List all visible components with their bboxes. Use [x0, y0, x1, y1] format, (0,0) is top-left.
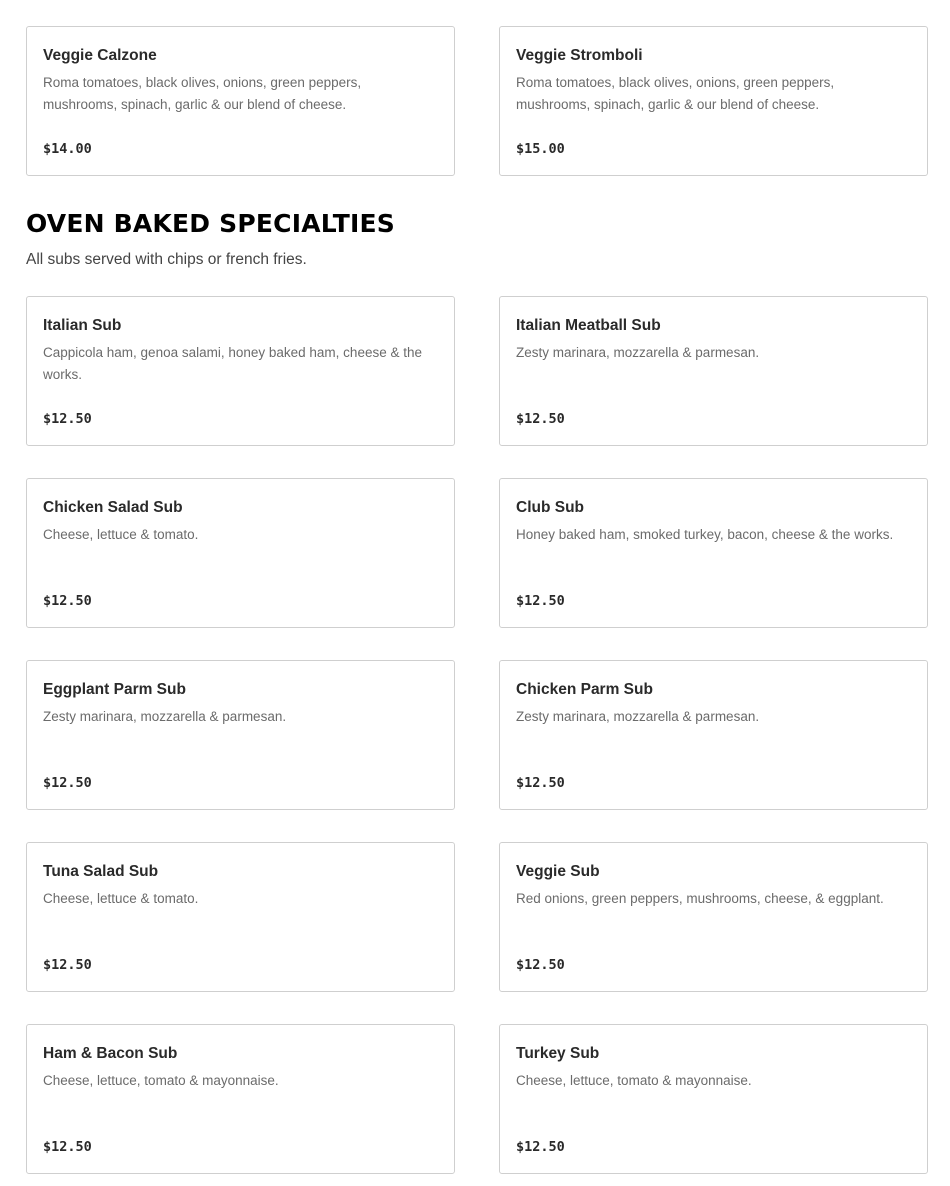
menu-item-price: $12.50 — [516, 411, 565, 427]
menu-item-description: Cheese, lettuce & tomato. — [43, 891, 199, 906]
menu-item-name: Veggie Stromboli — [516, 47, 643, 64]
menu-item-name: Tuna Salad Sub — [43, 863, 159, 880]
section-title: OVEN BAKED SPECIALTIES — [26, 209, 395, 238]
menu-item-name: Italian Meatball Sub — [516, 317, 661, 334]
menu-item-card-turkey-sub[interactable] — [499, 1024, 928, 1174]
menu-item-description: Red onions, green peppers, mushrooms, cheese, & eggplant. — [516, 891, 884, 906]
menu-item-price: $12.50 — [43, 411, 92, 427]
menu-item-price: $12.50 — [43, 1139, 92, 1155]
menu-item-card-veggie-stromboli[interactable] — [499, 26, 928, 176]
oven-baked-specialties-items — [26, 296, 928, 1174]
menu-item-price: $12.50 — [516, 1139, 565, 1155]
menu-item-price: $14.00 — [43, 141, 92, 157]
menu-item-name: Turkey Sub — [516, 1045, 600, 1062]
menu-item-description: Cheese, lettuce & tomato. — [43, 527, 199, 542]
menu-item-description: Zesty marinara, mozzarella & parmesan. — [516, 709, 760, 724]
menu-item-price: $12.50 — [516, 775, 565, 791]
menu-item-card-italian-meatball-sub[interactable] — [499, 296, 928, 446]
menu-item-description: Zesty marinara, mozzarella & parmesan. — [43, 709, 287, 724]
menu-item-name: Veggie Sub — [516, 863, 600, 880]
menu-item-price: $12.50 — [516, 593, 565, 609]
menu-item-name: Eggplant Parm Sub — [43, 681, 186, 698]
menu-item-description: Zesty marinara, mozzarella & parmesan. — [516, 345, 760, 360]
menu-item-description: Roma tomatoes, black olives, onions, green peppers, mushrooms, spinach, garlic & our blend of cheese. — [43, 75, 362, 112]
menu-item-card-eggplant-parm-sub[interactable] — [26, 660, 455, 810]
menu-item-card-veggie-sub[interactable] — [499, 842, 928, 992]
menu-item-name: Ham & Bacon Sub — [43, 1045, 178, 1062]
menu-item-price: $12.50 — [43, 957, 92, 973]
menu-item-card-veggie-calzone[interactable] — [26, 26, 455, 176]
menu-item-price: $15.00 — [516, 141, 565, 157]
menu-item-price: $12.50 — [43, 775, 92, 791]
menu-item-name: Chicken Salad Sub — [43, 499, 183, 516]
menu-item-name: Chicken Parm Sub — [516, 681, 653, 698]
menu-item-description: Cheese, lettuce, tomato & mayonnaise. — [43, 1073, 279, 1088]
menu-item-description: Honey baked ham, smoked turkey, bacon, cheese & the works. — [516, 527, 894, 542]
section-subtitle: All subs served with chips or french fries. — [26, 251, 307, 268]
menu-item-card-club-sub[interactable] — [499, 478, 928, 628]
menu-item-card-italian-sub[interactable] — [26, 296, 455, 446]
menu-item-price: $12.50 — [43, 593, 92, 609]
menu-item-card-chicken-parm-sub[interactable] — [499, 660, 928, 810]
menu-item-price: $12.50 — [516, 957, 565, 973]
menu-item-card-chicken-salad-sub[interactable] — [26, 478, 455, 628]
menu-item-description: Roma tomatoes, black olives, onions, green peppers, mushrooms, spinach, garlic & our blend of cheese. — [516, 75, 835, 112]
previous-section-items — [26, 26, 928, 176]
menu-item-name: Club Sub — [516, 499, 585, 516]
menu-item-card-tuna-salad-sub[interactable] — [26, 842, 455, 992]
menu-item-name: Veggie Calzone — [43, 47, 157, 64]
menu-item-description: Cappicola ham, genoa salami, honey baked ham, cheese & the works. — [43, 345, 422, 382]
menu-item-card-ham-bacon-sub[interactable] — [26, 1024, 455, 1174]
menu-item-description: Cheese, lettuce, tomato & mayonnaise. — [516, 1073, 752, 1088]
menu-item-name: Italian Sub — [43, 317, 122, 334]
